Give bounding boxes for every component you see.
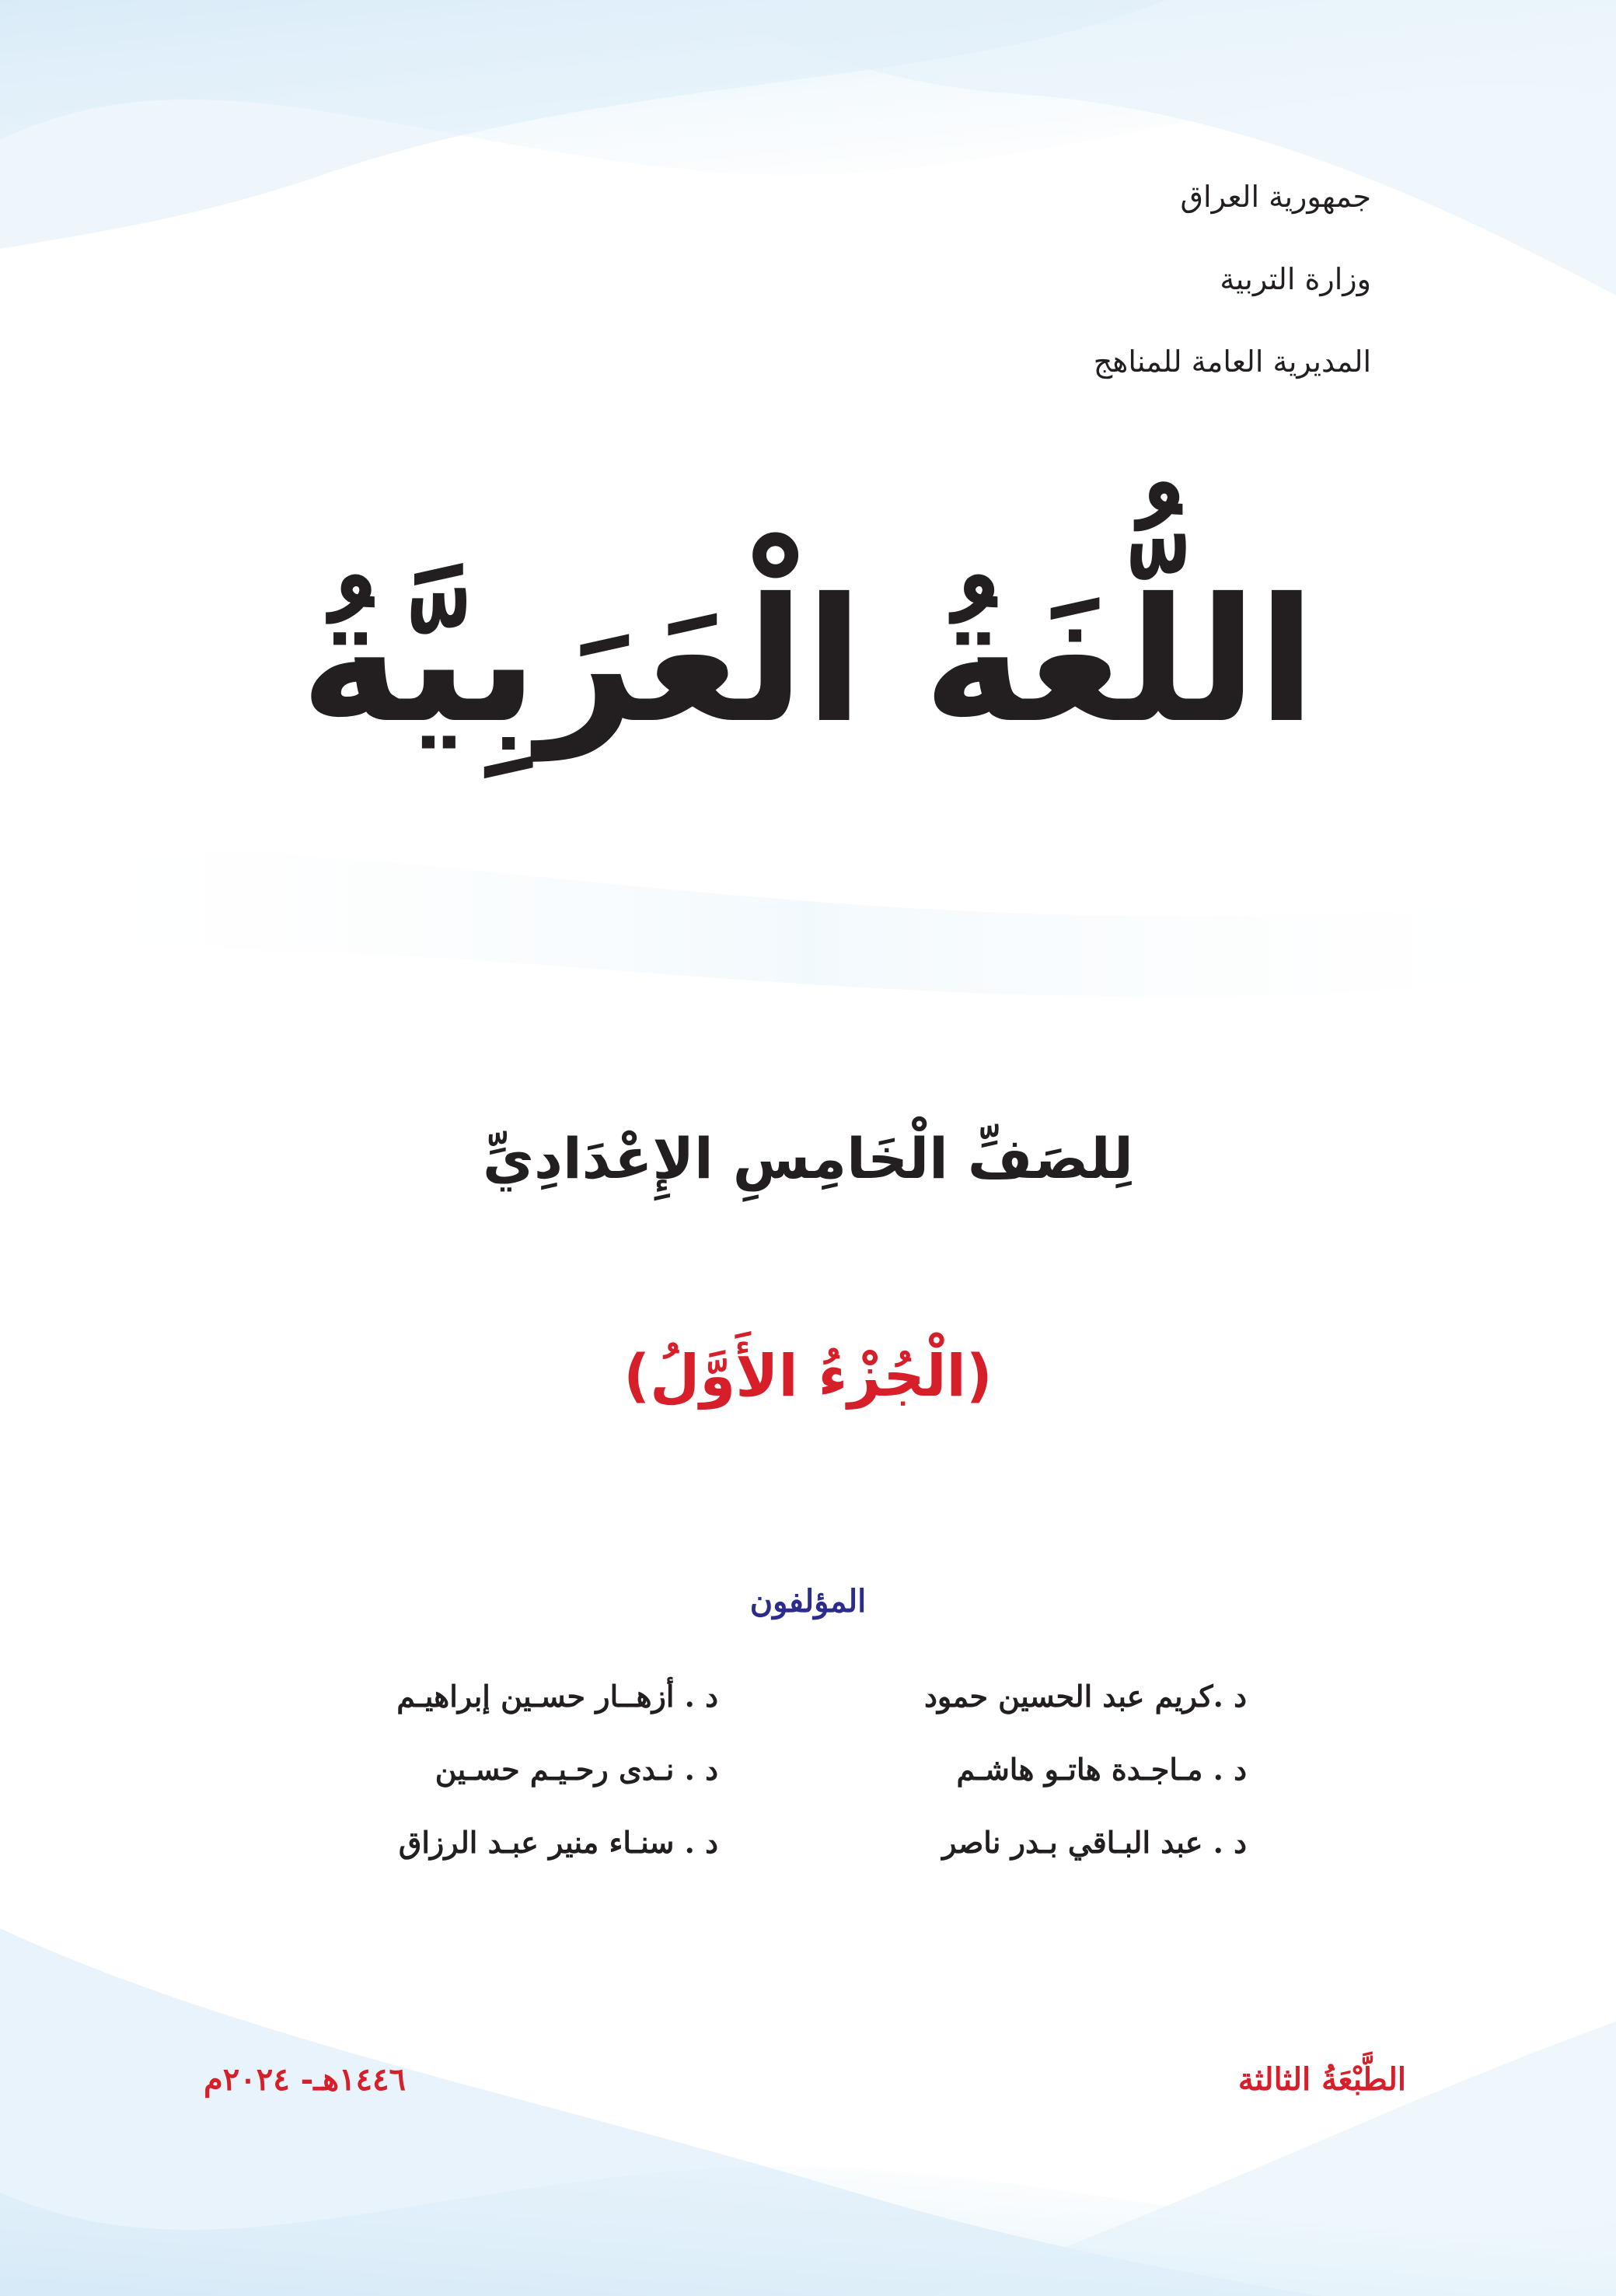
- author-name: د . سنـاء منير عبـد الرزاق: [398, 1825, 718, 1860]
- authors-right-column: [687, 1660, 1247, 1879]
- authors-left-column: [159, 1660, 718, 1879]
- ministry-name: وزارة التربية: [1220, 262, 1371, 296]
- author-name: د . مـاجـدة هاتـو هاشـم: [956, 1752, 1247, 1787]
- author-name: د . أزهــار حسـين إبراهيـم: [396, 1679, 718, 1714]
- book-title: اللُّغَةُ الْعَرَبِيَّةُ: [300, 561, 1316, 760]
- grade-subtitle: لِلصَفِّ الْخَامِسِ الإِعْدَادِيِّ: [483, 1126, 1133, 1191]
- edition-label: الطَّبْعَةُ الثالثة: [1237, 2061, 1406, 2098]
- publication-year: ١٤٤٦هـ- ٢٠٢٤م: [204, 2061, 406, 2098]
- issuing-authority: [827, 156, 1371, 403]
- part-label: (الْجُزْءُ الأَوَّلُ): [623, 1343, 993, 1410]
- authors-heading: المؤلفون: [749, 1583, 867, 1620]
- country-name: جمهورية العراق: [1180, 180, 1371, 214]
- directorate-name: المديرية العامة للمناهج: [1093, 344, 1371, 379]
- author-name: د . نـدى رحـيـم حسـين: [435, 1752, 718, 1787]
- author-name: د . عبد البـاقي بـدر ناصر: [942, 1825, 1247, 1860]
- author-name: د .كريم عبد الحسين حمود: [923, 1679, 1247, 1714]
